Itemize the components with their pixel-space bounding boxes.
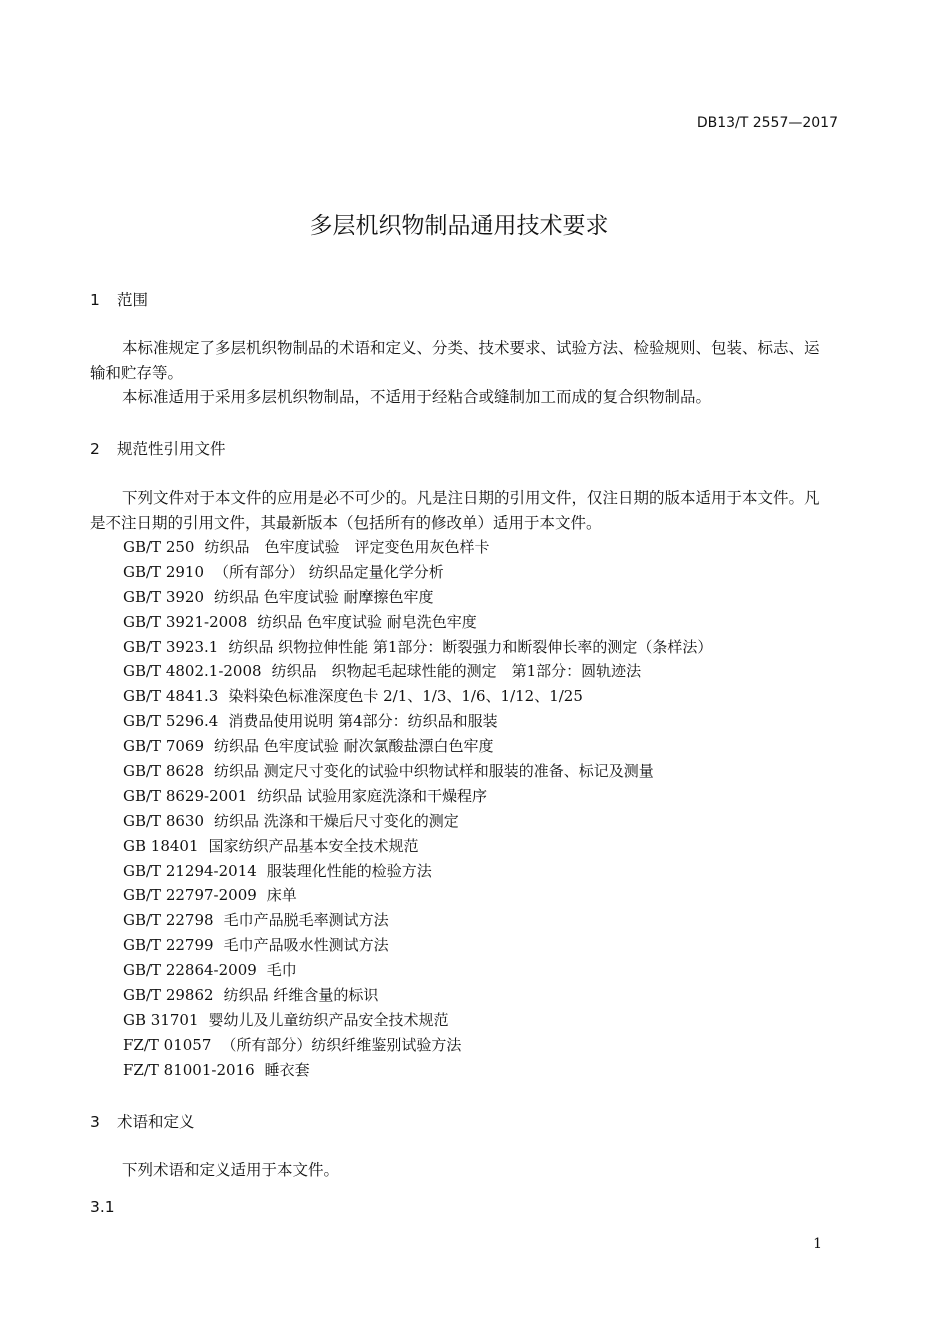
reference-item	[123, 1058, 712, 1083]
reference-title: 纺织品 色牢度试验 耐次氯酸盐漂白色牢度	[214, 737, 494, 756]
reference-item	[123, 784, 712, 809]
reference-code: FZ/T 81001-2016	[123, 1060, 255, 1079]
reference-item	[123, 734, 712, 759]
reference-code: GB/T 3923.1	[123, 637, 219, 656]
section-1-paragraph-1: 本标准规定了多层机织物制品的术语和定义、分类、技术要求、试验方法、检验规则、包装、标志、运输和贮存等。	[90, 339, 820, 382]
section-number: 1	[90, 291, 100, 309]
section-2-intro: 下列文件对于本文件的应用是必不可少的。凡是注日期的引用文件，仅注日期的版本适用于本文件。凡是不注日期的引用文件，其最新版本（包括所有的修改单）适用于本文件。	[90, 489, 820, 532]
reference-code: GB/T 29862	[123, 986, 214, 1005]
reference-item	[123, 834, 712, 859]
reference-item	[123, 958, 712, 983]
reference-title: （所有部分）纺织纤维鉴别试验方法	[221, 1035, 462, 1054]
reference-title: 染料染色标准深度色卡 2/1、1/3、1/6、1/12、1/25	[228, 687, 583, 706]
reference-list	[123, 535, 712, 1083]
reference-code: GB 31701	[123, 1010, 199, 1029]
section-title: 规范性引用文件	[117, 440, 226, 458]
reference-item	[123, 1008, 712, 1033]
reference-code: GB/T 22797-2009	[123, 886, 257, 905]
reference-item	[123, 859, 712, 884]
reference-code: GB/T 3920	[123, 587, 205, 606]
reference-title: 国家纺织产品基本安全技术规范	[208, 836, 419, 855]
section-title: 范围	[117, 291, 149, 309]
reference-title: 纺织品 色牢度试验 耐皂洗色牢度	[257, 612, 477, 631]
reference-code: GB/T 22799	[123, 936, 214, 955]
reference-code: GB/T 22798	[123, 911, 214, 930]
reference-code: GB/T 7069	[123, 737, 205, 756]
reference-title: 纺织品 测定尺寸变化的试验中织物试样和服装的准备、标记及测量	[214, 762, 654, 781]
reference-title: 纺织品 纤维含量的标识	[223, 986, 379, 1005]
reference-item	[123, 610, 712, 635]
subsection-number: 3.1	[90, 1198, 115, 1216]
reference-title: 消费品使用说明 第4部分：纺织品和服装	[228, 712, 498, 731]
reference-item	[123, 1033, 712, 1058]
reference-title: 纺织品 洗涤和干燥后尺寸变化的测定	[214, 811, 459, 830]
reference-title: 纺织品 色牢度试验 耐摩擦色牢度	[214, 587, 434, 606]
reference-item	[123, 535, 712, 560]
reference-item	[123, 908, 712, 933]
reference-item	[123, 759, 712, 784]
section-number: 2	[90, 440, 100, 458]
reference-item	[123, 585, 712, 610]
reference-code: GB 18401	[123, 836, 199, 855]
reference-title: 毛巾产品吸水性测试方法	[223, 936, 389, 955]
section-1-heading	[90, 288, 148, 310]
reference-item	[123, 983, 712, 1008]
reference-title: 纺织品 试验用家庭洗涤和干燥程序	[257, 786, 488, 805]
reference-item	[123, 709, 712, 734]
reference-title: 婴幼儿及儿童纺织产品安全技术规范	[208, 1010, 449, 1029]
section-3-intro: 下列术语和定义适用于本文件。	[122, 1161, 340, 1179]
section-1-paragraph-2: 本标准适用于采用多层机织物制品，不适用于经粘合或缝制加工而成的复合织物制品。	[122, 388, 712, 406]
reference-title: 睡衣套	[264, 1060, 310, 1079]
reference-title: 毛巾	[266, 961, 297, 980]
section-title: 术语和定义	[117, 1113, 195, 1131]
section-number: 3	[90, 1113, 100, 1131]
page-number: 1	[813, 1236, 822, 1252]
reference-code: GB/T 21294-2014	[123, 861, 257, 880]
reference-title: 纺织品 织物拉伸性能 第1部分：断裂强力和断裂伸长率的测定（条样法）	[228, 637, 713, 656]
reference-code: GB/T 4802.1-2008	[123, 662, 262, 681]
reference-code: GB/T 2910	[123, 562, 205, 581]
reference-item	[123, 883, 712, 908]
reference-item	[123, 635, 712, 660]
document-code: DB13/T 2557—2017	[696, 115, 838, 131]
reference-item	[123, 560, 712, 585]
reference-code: GB/T 250	[123, 538, 195, 556]
reference-code: GB/T 5296.4	[123, 712, 219, 731]
reference-title: 毛巾产品脱毛率测试方法	[223, 911, 389, 930]
reference-code: GB/T 22864-2009	[123, 961, 257, 980]
reference-code: GB/T 8629-2001	[123, 786, 248, 805]
reference-code: GB/T 8628	[123, 762, 205, 781]
reference-code: GB/T 4841.3	[123, 687, 219, 706]
reference-item	[123, 659, 712, 684]
reference-title: 服装理化性能的检验方法	[266, 861, 432, 880]
reference-code: GB/T 8630	[123, 811, 205, 830]
reference-item	[123, 684, 712, 709]
section-2-heading	[90, 437, 226, 459]
reference-title: 床单	[266, 886, 297, 905]
reference-code: FZ/T 01057	[123, 1035, 212, 1054]
reference-item	[123, 809, 712, 834]
reference-title: （所有部分） 纺织品定量化学分析	[214, 562, 444, 581]
reference-title: 纺织品 织物起毛起球性能的测定 第1部分：圆轨迹法	[271, 662, 642, 681]
section-3-heading	[90, 1110, 195, 1132]
reference-code: GB/T 3921-2008	[123, 612, 248, 631]
reference-title: 纺织品 色牢度试验 评定变色用灰色样卡	[204, 538, 490, 556]
reference-item	[123, 933, 712, 958]
document-title: 多层机织物制品通用技术要求	[309, 213, 609, 239]
